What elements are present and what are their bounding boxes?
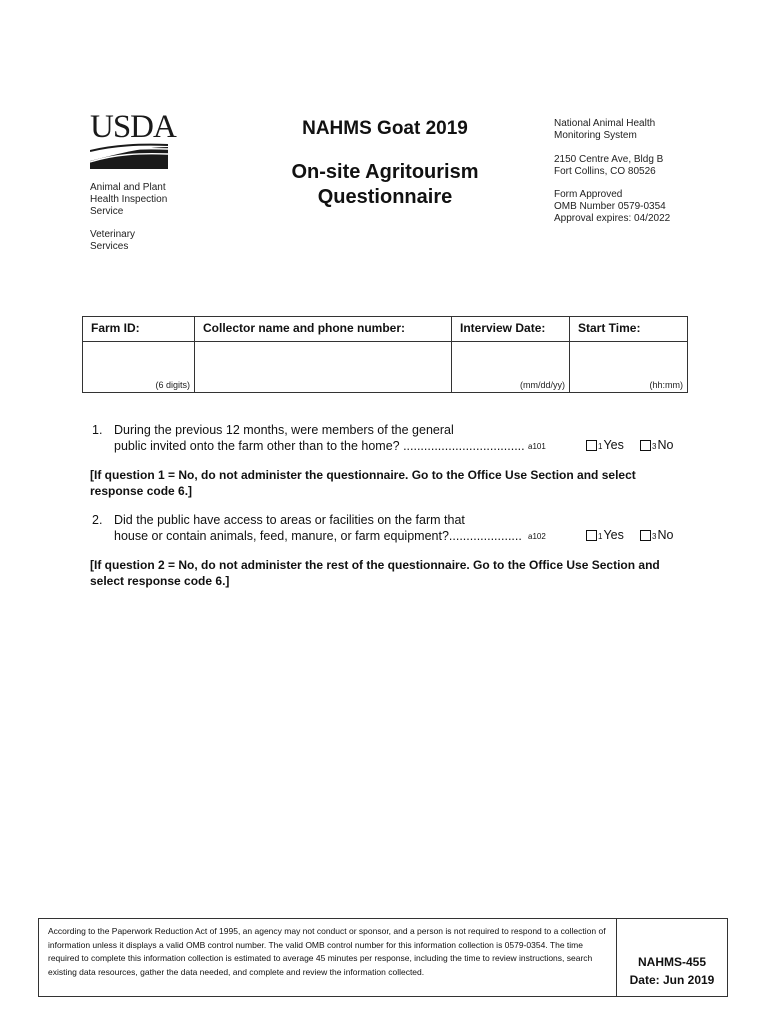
option-code: 3 — [652, 442, 657, 451]
option-label: Yes — [603, 438, 624, 452]
usda-logo — [90, 109, 176, 169]
address-info — [554, 154, 663, 178]
option-label: No — [657, 528, 674, 542]
question-text-line: During the previous 12 months, were members of the general — [114, 423, 454, 437]
agency-unit — [90, 229, 135, 253]
logo-hills-icon — [90, 143, 168, 169]
option-label: Yes — [603, 528, 624, 542]
q2-no-option[interactable] — [640, 527, 673, 543]
page-subtitle — [240, 160, 530, 210]
checkbox[interactable] — [586, 440, 597, 451]
agency-unit-line: Veterinary — [90, 229, 136, 240]
start-time-label: Start Time: — [570, 317, 688, 342]
agency-line: Animal and Plant — [90, 182, 166, 193]
option-label: No — [657, 438, 674, 452]
paperwork-notice-text: According to the Paperwork Reduction Act of 1995, an agency may not conduct or sponsor, and a person is not required to respond to a collection of information unless it displays a valid OMB control number. The valid OMB control number for this information collection is 0579-0354. The time required to complete this information collection is estimated to average 45 minutes per response, including the time to review instructions, search existing data resources, gather the data needed, and complete and review the information collected. — [48, 926, 606, 977]
q2-yes-option[interactable] — [586, 527, 624, 543]
option-code: 1 — [598, 532, 603, 541]
interview-date-field[interactable] — [452, 342, 570, 393]
variable-code: a102 — [528, 532, 546, 541]
address-line: 2150 Centre Ave, Bldg B — [554, 154, 664, 165]
agency-unit-line: Services — [90, 241, 129, 252]
instruction-note: [If question 1 = No, do not administer the questionnaire. Go to the Office Use Section and select response code 6.] — [90, 468, 636, 498]
question-text-line: Did the public have access to areas or facilities on the farm that — [114, 513, 465, 527]
farm-id-label: Farm ID: — [83, 317, 195, 342]
approval-line: Form Approved — [554, 189, 623, 200]
question-text-line: public invited onto the farm other than to the home? ................................... — [114, 439, 525, 453]
start-time-field[interactable] — [570, 342, 688, 393]
question-number: 2. — [92, 513, 103, 527]
interview-date-label: Interview Date: — [452, 317, 570, 342]
instruction-note: [If question 2 = No, do not administer the rest of the questionnaire. Go to the Office Use Section and select response code 6.] — [90, 558, 660, 588]
address-line: Fort Collins, CO 80526 — [554, 166, 656, 177]
collector-field[interactable] — [195, 342, 452, 393]
checkbox[interactable] — [640, 440, 651, 451]
paperwork-notice-box — [38, 918, 728, 997]
subtitle-line: Questionnaire — [317, 186, 453, 208]
subtitle-line: On-site Agritourism — [291, 161, 479, 183]
agency-line: Service — [90, 206, 124, 217]
org-line: National Animal Health — [554, 118, 656, 129]
interview-date-hint: (mm/dd/yy) — [520, 380, 565, 390]
form-number: NAHMS-455 — [637, 955, 706, 969]
checkbox[interactable] — [640, 530, 651, 541]
farm-id-hint: (6 digits) — [155, 380, 190, 390]
interview-header-table — [82, 316, 688, 393]
agency-name — [90, 182, 167, 218]
question-number: 1. — [92, 423, 103, 437]
option-code: 3 — [652, 532, 657, 541]
variable-code: a101 — [528, 442, 546, 451]
org-line: Monitoring System — [554, 130, 637, 141]
option-code: 1 — [598, 442, 603, 451]
q1-yes-option[interactable] — [586, 437, 624, 453]
approval-info — [554, 189, 670, 225]
agency-line: Health Inspection — [90, 194, 168, 205]
farm-id-field[interactable] — [83, 342, 195, 393]
page-title: NAHMS Goat 2019 — [302, 118, 468, 139]
org-info — [554, 118, 655, 142]
approval-line: Approval expires: 04/2022 — [554, 213, 671, 224]
checkbox[interactable] — [586, 530, 597, 541]
q1-no-option[interactable] — [640, 437, 673, 453]
start-time-hint: (hh:mm) — [649, 380, 683, 390]
approval-line: OMB Number 0579-0354 — [554, 201, 666, 212]
logo-wordmark: USDA — [90, 109, 176, 145]
form-date: Date: Jun 2019 — [629, 973, 715, 987]
question-text-line: house or contain animals, feed, manure, or farm equipment?..................... — [114, 529, 522, 543]
collector-label: Collector name and phone number: — [195, 317, 452, 342]
